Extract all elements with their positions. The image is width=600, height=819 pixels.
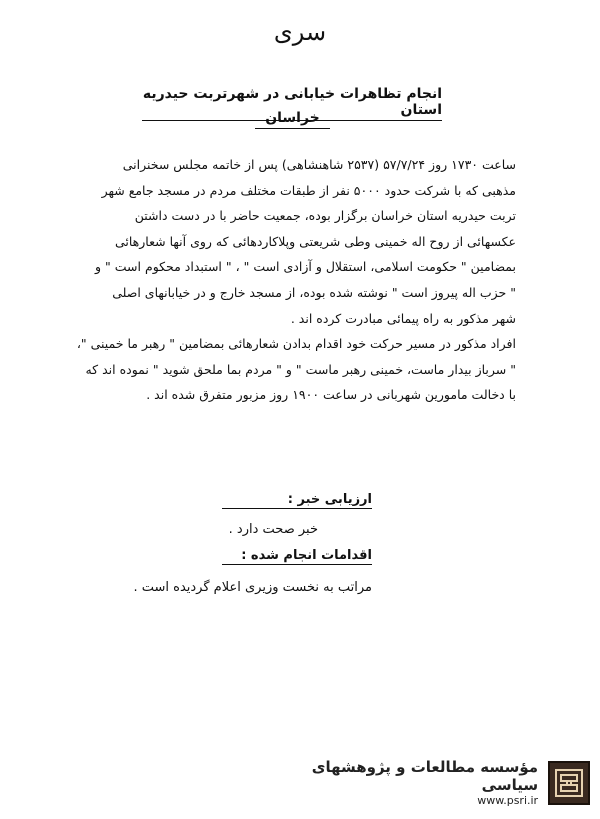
assessment-value: خبر صحت دارد . [228, 522, 318, 537]
institute-logo-glyph [553, 767, 585, 799]
actions-value: مراتب به نخست وزیری اعلام گردیده است . [133, 580, 372, 595]
body-line: بمضامین " حکومت اسلامی، استقلال و آزادی است " ، " استبداد محکوم است " و [95, 259, 516, 275]
institute-url[interactable]: www.psri.ir [477, 794, 539, 807]
subject-line-1: انجام تظاهرات خیابانی در شهرتربت حیدریه استان [142, 86, 442, 121]
report-body [76, 152, 516, 408]
body-line: شهر مذکور به راه پیمائی مبادرت کرده اند . [290, 310, 516, 326]
institute-name: مؤسسه مطالعات و پژوهشهای سیاسی [311, 758, 539, 794]
assessment-label: ارزیابی خبر : [222, 492, 372, 509]
body-line: افراد مذکور در مسیر حرکت خود اقدام بدادن شعارهائی بمضامین " رهبر ما خمینی "، [76, 336, 516, 352]
body-line: " حزب اله پیروز است " نوشته شده بوده، از مسجد خارج و در خیابانهای اصلی [112, 284, 516, 300]
body-line: با دخالت مامورین شهربانی در ساعت ۱۹۰۰ روز مزبور متفرق شده اند . [146, 387, 516, 403]
body-line: مذهبی که با شرکت حدود ۵۰۰۰ نفر از طبقات مختلف مردم در مسجد جامع شهر [101, 182, 516, 198]
body-line: عکسهائی از روح اله خمینی وطی شریعتی وپلاکاردهائی که روی آنها شعارهائی [114, 233, 516, 249]
institute-logo-icon [548, 761, 590, 805]
watermark-footer [265, 760, 590, 805]
subject-line-2: خراسان [255, 110, 330, 129]
body-line: تربت حیدریه استان خراسان برگزار بوده، جمعیت حاضر با در دست داشتن [134, 208, 516, 224]
body-line: " سرباز بیدار ماست، خمینی رهبر ماست " و " مردم بما ملحق شوید " نموده اند که [85, 361, 516, 377]
body-line: ساعت ۱۷۳۰ روز ۵۷/۷/۲۴ (۲۵۳۷ شاهنشاهی) پس از خاتمه مجلس سخنرانی [122, 157, 516, 172]
classification-label: سری [273, 18, 327, 46]
actions-label: اقدامات انجام شده : [222, 548, 372, 565]
